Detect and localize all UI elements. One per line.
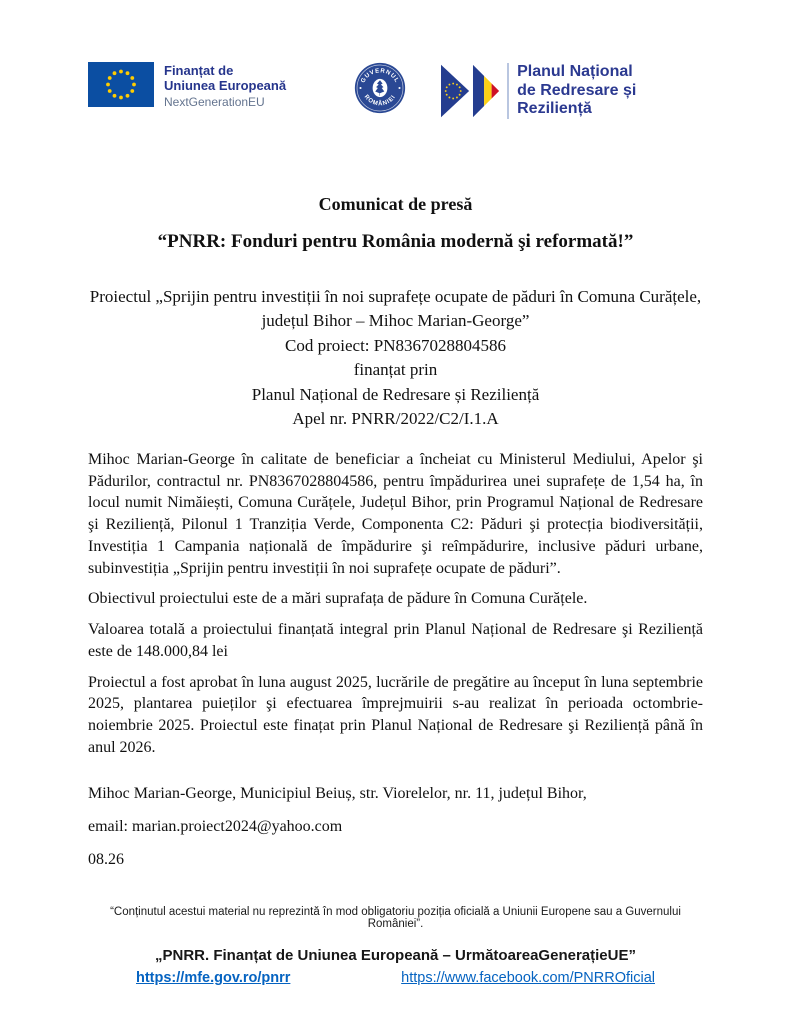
eu-logo-line3: NextGenerationEU [164,94,265,109]
project-plan: Planul Național de Redresare și Reziliență [251,384,540,404]
body-paragraph-2: Obiectivul proiectului este de a mări suprafața de pădure în Comuna Curățele. [88,590,588,608]
project-call: Apel nr. PNRR/2022/C2/I.1.A [292,409,499,429]
contact-date: 08.26 [88,850,124,868]
eu-logo-line2: Uniunea Europeană [164,77,287,93]
eu-flag-icon [88,62,154,107]
svg-text:GUVERNUL: GUVERNUL [359,68,400,85]
facebook-pnrr-link[interactable]: https://www.facebook.com/PNRROficial [401,970,655,986]
pnrr-logo [441,62,703,120]
footer-funding-line: „PNRR. Finanțat de Uniunea Europeană – UrmătoareaGenerațieUE” [155,947,636,964]
footer-disclaimer: “Conținutul acestui material nu reprezintă în mod obligatoriu poziția oficială a Uniunii Europene sau a Guvernului României”. [110,906,681,930]
contact-address: Mihoc Marian-George, Municipiul Beiuș, str. Viorelelor, nr. 11, județul Bihor, [88,784,587,802]
project-block [88,285,703,432]
eu-logo-line1: Finanțat de [164,63,234,78]
project-name: Proiectul „Sprijin pentru investiții în noi suprafețe ocupate de păduri în Comuna Curățele, județul Bihor – Mihoc Marian-George” [89,287,702,331]
eu-logo-text [164,62,286,110]
footer-links-row [88,970,703,986]
project-code: Cod proiect: PN8367028804586 [285,335,506,355]
body-paragraph-4: Proiectul a fost aprobat în luna august 2025, lucrările de pregătire au început în luna septembrie 2025, plantarea puieților şi efectuarea împrejmuirii s-au realizat în perioada octombrie-noiembrie 2025. Proiectul este finațat prin Planul Național de Redresare şi Reziliență până în anul 2026. [88,673,703,756]
svg-text:ROMÂNIEI: ROMÂNIEI [362,94,397,108]
pnrr-logo-line1: Planul Național [517,63,633,81]
pnrr-arrows-icon [441,62,499,120]
mfe-gov-link[interactable]: https://mfe.gov.ro/pnrr [136,970,291,986]
project-funded-by: finanțat prin [353,360,438,380]
footer [88,906,703,986]
page-subtitle: “PNRR: Fonduri pentru România modernă şi reformată!” [157,231,634,252]
header-logo-row [88,62,703,122]
contact-email: email: marian.proiect2024@yahoo.com [88,817,343,835]
eu-funding-logo [88,62,318,110]
pnrr-logo-text [507,63,703,118]
gov-romania-seal-icon [354,62,406,114]
page-title: Comunicat de presă [318,194,473,214]
body-paragraph-1: Mihoc Marian-George în calitate de beneficiar a încheiat cu Ministerul Mediului, Apelor şi Pădurilor, contractul nr. PN8367028804586, pentru împădurirea unei suprafețe de 1,54 ha, în locul numit Nimăiești, Comuna Curățele, Județul Bihor, prin Programul Național de Redresare şi Reziliență, Pilonul 1 Tranziția Verde, Componenta C2: Păduri şi protecția biodiversității, Investiția 1 Campania națională de împădurire şi reîmpădurire, inclusive păduri urbane, subinvestiția „Sprijin pentru investiții în noi suprafețe ocupate de păduri”. [88,450,703,577]
government-logo-wrap [318,62,441,114]
body-paragraph-3: Valoarea totală a proiectului finanțată integral prin Planul Național de Redresare şi Reziliență este de 148.000,84 lei [88,621,703,660]
pnrr-logo-line2: de Redresare și Reziliență [517,81,637,118]
